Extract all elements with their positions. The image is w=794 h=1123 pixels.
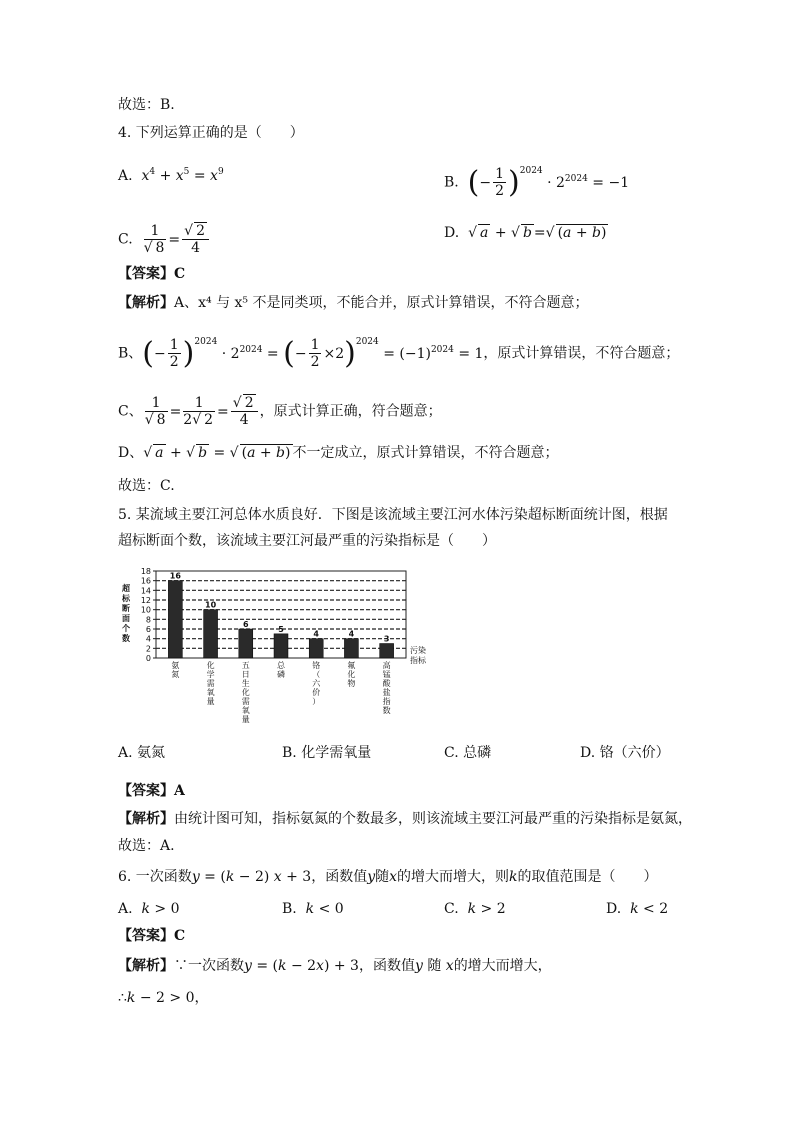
- y-tick-label: 4: [145, 634, 151, 644]
- y-tick-label: 6: [145, 625, 151, 634]
- q5-answer: 【答案】A: [118, 783, 185, 799]
- x-tick-label: 总磷: [277, 661, 285, 679]
- y-tick-label: 8: [145, 615, 151, 625]
- chart-bar: [204, 610, 218, 658]
- chart-bar: [168, 581, 182, 658]
- y-axis-label: 超标断面个数: [122, 584, 130, 643]
- q5-option-b: B. 化学需氧量: [282, 745, 372, 761]
- chart-data-label: 3: [383, 634, 390, 644]
- chart-x-categories: [171, 660, 391, 724]
- chart-bar: [239, 629, 253, 658]
- chart-x-axis-label: [410, 645, 427, 665]
- chart-bar: [274, 634, 288, 658]
- chart-y-axis-label: [121, 583, 131, 643]
- q5-option-a: A. 氨氮: [118, 745, 166, 761]
- q6-answer: 【答案】C: [118, 928, 186, 944]
- q5-conclusion: 故选：A.: [118, 838, 175, 854]
- q4-analysis-a: 【解析】A、x⁴ 与 x⁵ 不是同类项，不能合并，原式计算错误，不符合题意；: [118, 295, 589, 311]
- q5-option-d: D. 铬（六价）: [580, 745, 670, 761]
- y-tick-label: 18: [140, 567, 151, 576]
- q4-analysis-d: D、√ a + √ b = √ (a + b) 不一定成立，原式计算错误，不符合题意；: [118, 445, 559, 461]
- q5-stem-line1: 5. 某流域主要江河总体水质良好．下图是该流域主要江河水体污染超标断面统计图，根据: [118, 507, 668, 523]
- q6-option-d: D. k < 2: [606, 901, 669, 917]
- x-tick-label: 五日生化需氧量: [241, 661, 250, 724]
- x-tick-label: 铬（六价）: [312, 661, 321, 706]
- q5-option-c: C. 总磷: [444, 745, 492, 761]
- q5-stem-line2: 超标断面个数，该流域主要江河最严重的污染指标是（ ）: [118, 533, 496, 549]
- chart-bar: [344, 639, 358, 658]
- q6-stem: 6. 一次函数y = (k − 2) x + 3，函数值y随x的增大而增大，则k的取值范围是（ ）: [118, 869, 658, 885]
- y-tick-label: 12: [140, 596, 151, 605]
- q4-option-d: D. √ a + √ b =√ (a + b): [444, 225, 607, 241]
- chart-bar: [309, 639, 323, 658]
- q6-analysis: 【解析】∵一次函数y = (k − 2x) + 3，函数值y 随 x的增大而增大，: [118, 958, 552, 974]
- chart-y-ticks: [141, 567, 156, 663]
- pollution-bar-chart: [118, 563, 438, 743]
- y-tick-label: 14: [140, 586, 151, 596]
- q5-analysis: 【解析】由统计图可知，指标氨氮的个数最多，则该流域主要江河最严重的污染指标是氨氮，: [118, 811, 692, 827]
- y-tick-label: 0: [145, 654, 151, 663]
- q6-option-c: C. k > 2: [444, 901, 506, 917]
- chart-data-label: 10: [205, 600, 217, 610]
- q3-conclusion: 故选：B.: [118, 97, 175, 113]
- chart-bars: [168, 581, 393, 658]
- chart-bar: [380, 644, 394, 659]
- q4-option-b: B. (− $\frac{1}{2}$ )$^{2024} \cdot 2^{2024} = -1$: [444, 164, 630, 200]
- q4-option-a: A. $x^4 + x^5 = x^9$: [118, 167, 224, 184]
- x-tick-label: 化学需氧量: [206, 661, 215, 706]
- chart-data-label: 4: [313, 629, 320, 639]
- q6-option-b: B. k < 0: [282, 901, 344, 917]
- q4-conclusion: 故选：C.: [118, 478, 175, 494]
- q4-option-c: C. $\frac{1}{√ 8}$ = $\frac{√ 2}{4}$: [118, 223, 211, 256]
- chart-data-label: 6: [242, 620, 249, 629]
- x-tick-label: 氟化物: [347, 661, 356, 688]
- y-tick-label: 10: [140, 605, 151, 615]
- q6-therefore: ∴k − 2 > 0，: [118, 990, 209, 1006]
- x-tick-label: 氨氮: [171, 661, 180, 679]
- chart-data-label: 4: [348, 629, 355, 639]
- q4-stem: 4. 下列运算正确的是（ ）: [118, 125, 304, 141]
- q6-option-a: A. k > 0: [118, 901, 180, 917]
- chart-data-labels: [170, 572, 390, 644]
- chart-data-label: 16: [169, 571, 181, 581]
- q4-answer: 【答案】C: [118, 266, 186, 282]
- y-tick-label: 2: [145, 644, 151, 654]
- x-axis-label: 污染指标: [410, 646, 426, 665]
- q4-analysis-c: C、 $\frac{1}{√ 8}$ = $\frac{1}{2√ 2}$ = $\frac{√ 2}{4}$ ，原式计算正确，符合题意；: [118, 395, 442, 428]
- x-tick-label: 高锰酸盐指数: [382, 661, 391, 715]
- chart-data-label: 5: [278, 624, 284, 634]
- q4-analysis-b: B、(− $\frac{1}{2}$ )$^{2024} \cdot 2^{2024}$ = (− $\frac{1}{2}$ $\times 2)^{2024} = (-1)^{2024} = 1$，原式计算错误，不符合题意；: [118, 335, 680, 371]
- y-tick-label: 16: [140, 576, 151, 586]
